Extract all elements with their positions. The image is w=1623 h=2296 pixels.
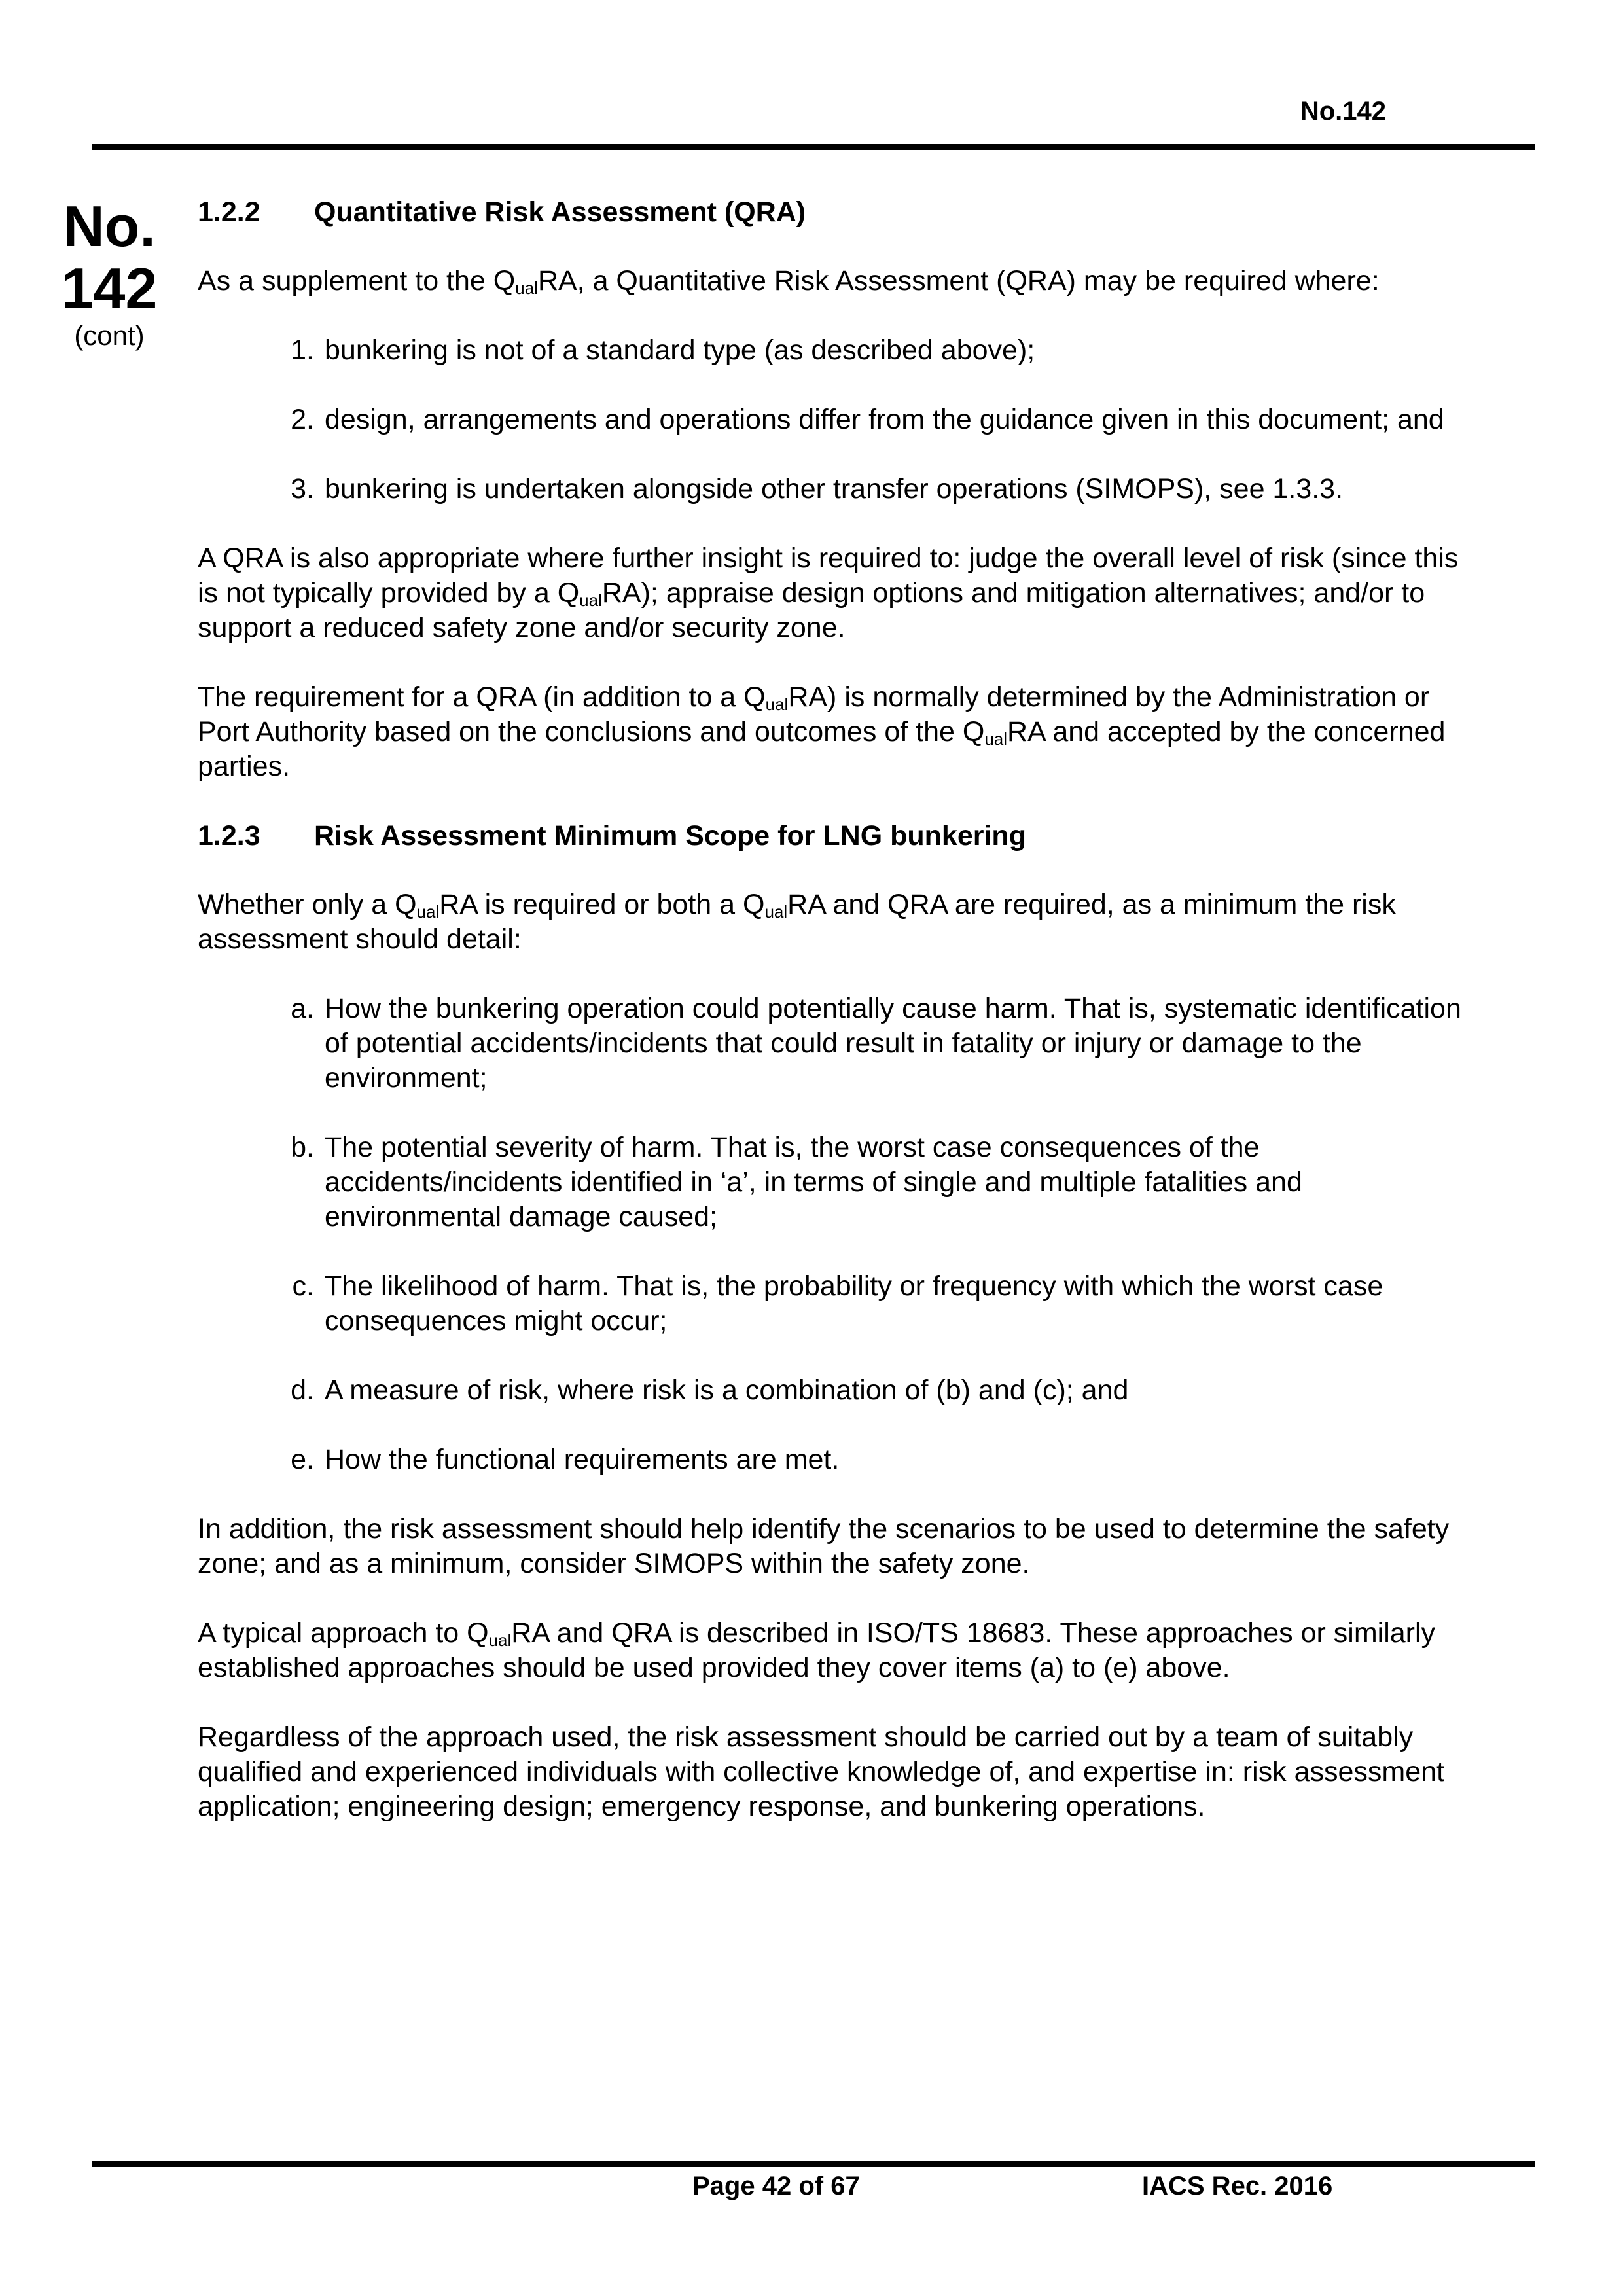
section-number: 1.2.2 bbox=[198, 196, 260, 228]
side-document-label bbox=[60, 195, 158, 350]
section-title: Quantitative Risk Assessment (QRA) bbox=[314, 196, 806, 228]
section-number: 1.2.3 bbox=[198, 820, 260, 852]
section-heading-1-2-2 bbox=[198, 195, 1467, 230]
list-item: e. How the functional requirements are met. bbox=[291, 1444, 840, 1475]
footer-reference: IACS Rec. 2016 bbox=[1142, 2172, 1333, 2200]
side-no: No. bbox=[63, 194, 156, 259]
paragraph-qra-intro: As a supplement to the $Q_{ual}RA$, a Quantitative Risk Assessment (QRA) may be required where: bbox=[198, 265, 1380, 298]
side-number: 142 bbox=[61, 256, 158, 321]
paragraph-safety-zone: In addition, the risk assessment should help identify the scenarios to be used to determine the safety zone; and as a minimum, consider SIMOPS within the safety zone. bbox=[198, 1513, 1450, 1579]
page-number: Page 42 of 67 bbox=[692, 2172, 860, 2200]
list-item: 1. bunkering is not of a standard type (as described above); bbox=[291, 334, 1035, 366]
list-item: c. The likelihood of harm. That is, the probability or frequency with which the worst case consequences might occur; bbox=[292, 1270, 1383, 1336]
paragraph-qra-appropriate: A QRA is also appropriate where further insight is required to: judge the overall level of risk (since this is not typically provided by a $Q_{ual}RA$); appraise design options and mitigation alternatives; and/or to support a reduced safety zone and/or security zone. bbox=[198, 543, 1459, 643]
list-item: b. The potential severity of harm. That is, the worst case consequences of the accidents/incidents identified in ‘a’, in terms of single and multiple fatalities and environmental damage caused; bbox=[291, 1132, 1302, 1232]
list-item: a. How the bunkering operation could potentially cause harm. That is, systematic identification of potential accidents/incidents that could result in fatality or injury or damage to the environment; bbox=[291, 993, 1461, 1094]
paragraph-minimum-scope: Whether only a $Q_{ual}RA$ is required or both a $Q_{ual}RA$ and QRA are required, as a minimum the risk assessment should detail: bbox=[198, 889, 1396, 955]
header-rule bbox=[92, 144, 1535, 150]
section-title: Risk Assessment Minimum Scope for LNG bunkering bbox=[314, 820, 1026, 852]
list-item: d. A measure of risk, where risk is a combination of (b) and (c); and bbox=[291, 1374, 1129, 1406]
paragraph-qra-requirement: The requirement for a QRA (in addition to a $Q_{ual}RA$) is normally determined by the Administration or Port Authority based on the conclusions and outcomes of the $Q_{ual}RA$ and accepted by the concerned parties. bbox=[198, 681, 1446, 782]
list-item: 2. design, arrangements and operations differ from the guidance given in this document; and bbox=[291, 404, 1444, 435]
footer-rule bbox=[92, 2161, 1535, 2167]
numbered-list bbox=[198, 333, 1467, 507]
lettered-list bbox=[198, 992, 1467, 1477]
side-cont: (cont) bbox=[74, 320, 145, 351]
paragraph-typical-approach: A typical approach to $Q_{ual}RA$ and QRA is described in ISO/TS 18683. These approaches or similarly established approaches should be used provided they cover items (a) to (e) above. bbox=[198, 1617, 1436, 1683]
list-item: 3. bunkering is undertaken alongside other transfer operations (SIMOPS), see 1.3.3. bbox=[291, 473, 1344, 505]
document-body bbox=[198, 195, 1467, 1859]
paragraph-team: Regardless of the approach used, the risk assessment should be carried out by a team of suitably qualified and experienced individuals with collective knowledge of, and expertise in: risk assessment application; engineering design; emergency response, and bunkering operations. bbox=[198, 1721, 1444, 1822]
section-heading-1-2-3 bbox=[198, 819, 1467, 853]
document-number-header: No.142 bbox=[1300, 97, 1386, 126]
